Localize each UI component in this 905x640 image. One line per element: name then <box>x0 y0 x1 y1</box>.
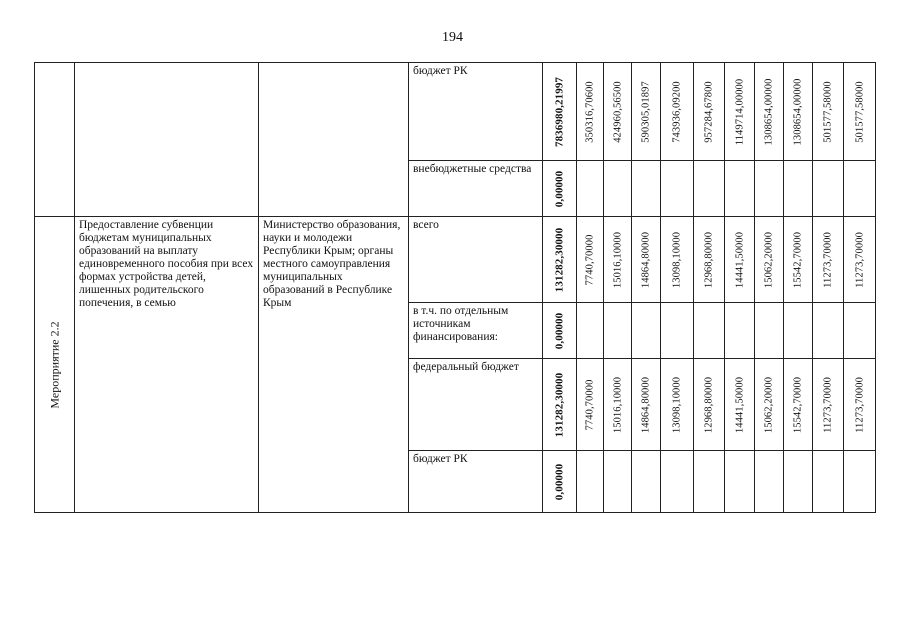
source-label: всего <box>413 219 439 231</box>
year-value-cell <box>694 303 725 359</box>
measure-description-cell <box>75 217 259 513</box>
year-value-cell <box>844 217 876 303</box>
year-value-cell <box>694 63 725 161</box>
year-value-cell <box>604 359 632 451</box>
year-value: 15062,20000 <box>763 231 775 288</box>
year-value: 15016,10000 <box>612 376 623 433</box>
measure-label: Мероприятие 2.2 <box>47 320 61 409</box>
year-value: 1308654,00000 <box>792 78 804 145</box>
year-value-cell <box>661 451 694 513</box>
year-value-cell <box>661 217 694 303</box>
year-value-cell <box>577 359 604 451</box>
year-value: 350316,70600 <box>584 80 596 143</box>
measure-executor-cell <box>259 217 409 513</box>
year-value-cell <box>813 359 844 451</box>
empty-cell <box>35 63 75 217</box>
year-value: 11273,70000 <box>822 231 834 288</box>
year-value-cell <box>577 161 604 217</box>
year-value-cell <box>604 161 632 217</box>
year-value-cell <box>632 359 661 451</box>
empty-cell <box>75 63 259 217</box>
year-value: 14864,80000 <box>640 376 652 433</box>
year-value: 13098,10000 <box>671 231 683 288</box>
year-value-cell <box>755 63 784 161</box>
year-value: 14864,80000 <box>640 231 652 288</box>
source-label-cell <box>409 63 543 161</box>
source-label: бюджет РК <box>413 65 468 77</box>
source-label-cell <box>409 217 543 303</box>
year-value-cell <box>784 303 813 359</box>
year-value-cell <box>694 161 725 217</box>
source-label: федеральный бюджет <box>413 361 519 373</box>
total-value-cell <box>543 63 577 161</box>
total-value-cell <box>543 359 577 451</box>
year-value: 14441,50000 <box>734 376 745 433</box>
year-value: 7740,70000 <box>584 234 596 285</box>
year-value: 15542,70000 <box>792 231 804 288</box>
year-value: 590305,01897 <box>640 80 652 143</box>
year-value: 11273,70000 <box>822 376 834 433</box>
source-label-cell <box>409 161 543 217</box>
year-value-cell <box>661 359 694 451</box>
total-value: 131282,30000 <box>553 227 565 292</box>
page-number: 194 <box>442 30 463 45</box>
table-row <box>35 217 876 303</box>
year-value-cell <box>725 217 755 303</box>
year-value-cell <box>813 451 844 513</box>
measure-executor: Министерство образования, науки и молодежи Республики Крым; органы местного самоуправления муниципальных образований в Республике Крым <box>263 219 401 309</box>
total-value: 0,00000 <box>553 312 565 349</box>
year-value: 12968,80000 <box>703 231 715 288</box>
year-value-cell <box>784 217 813 303</box>
year-value-cell <box>577 217 604 303</box>
year-value-cell <box>632 217 661 303</box>
year-value: 15016,10000 <box>612 231 623 288</box>
total-value: 0,00000 <box>553 463 565 500</box>
year-value: 501577,58000 <box>854 80 865 143</box>
year-value-cell <box>784 63 813 161</box>
year-value: 424960,56500 <box>612 80 623 143</box>
year-value-cell <box>755 161 784 217</box>
measure-label-cell <box>35 217 75 513</box>
total-value: 0,00000 <box>553 170 565 207</box>
year-value-cell <box>844 451 876 513</box>
year-value-cell <box>694 451 725 513</box>
year-value: 14441,50000 <box>734 231 745 288</box>
year-value-cell <box>784 451 813 513</box>
year-value-cell <box>577 63 604 161</box>
year-value-cell <box>813 217 844 303</box>
measure-description: Предоставление субвенции бюджетам муниципальных образований на выплату единовременного пособия при всех формах устройства детей, лишенных родительского попечения, в семью <box>79 219 254 309</box>
year-value-cell <box>632 63 661 161</box>
year-value: 15542,70000 <box>792 376 804 433</box>
year-value: 11273,70000 <box>854 231 865 288</box>
year-value-cell <box>632 161 661 217</box>
year-value-cell <box>661 161 694 217</box>
year-value-cell <box>694 217 725 303</box>
year-value-cell <box>632 303 661 359</box>
source-label: в т.ч. по отдельным источникам финансирования: <box>413 305 509 343</box>
total-value: 7836980,21997 <box>553 76 565 147</box>
year-value-cell <box>755 303 784 359</box>
total-value-cell <box>543 303 577 359</box>
year-value-cell <box>725 303 755 359</box>
year-value-cell <box>755 451 784 513</box>
year-value: 1149714,00000 <box>734 78 745 145</box>
budget-table <box>34 62 876 513</box>
total-value: 131282,30000 <box>553 372 565 437</box>
year-value-cell <box>577 451 604 513</box>
year-value-cell <box>784 359 813 451</box>
source-label-cell <box>409 451 543 513</box>
year-value-cell <box>577 303 604 359</box>
year-value-cell <box>813 161 844 217</box>
year-value: 1308654,00000 <box>763 78 775 145</box>
year-value-cell <box>844 359 876 451</box>
source-label: бюджет РК <box>413 453 468 465</box>
year-value: 957284,67800 <box>703 80 715 143</box>
year-value-cell <box>755 217 784 303</box>
year-value-cell <box>661 63 694 161</box>
year-value-cell <box>844 303 876 359</box>
source-label-cell <box>409 303 543 359</box>
year-value-cell <box>604 217 632 303</box>
table-row <box>35 63 876 161</box>
year-value-cell <box>632 451 661 513</box>
year-value-cell <box>725 63 755 161</box>
year-value: 11273,70000 <box>854 376 865 433</box>
year-value: 15062,20000 <box>763 376 775 433</box>
year-value-cell <box>844 161 876 217</box>
total-value-cell <box>543 451 577 513</box>
source-label-cell <box>409 359 543 451</box>
year-value-cell <box>813 303 844 359</box>
total-value-cell <box>543 161 577 217</box>
total-value-cell <box>543 217 577 303</box>
year-value-cell <box>604 63 632 161</box>
year-value: 7740,70000 <box>584 379 596 430</box>
year-value-cell <box>813 63 844 161</box>
empty-cell <box>259 63 409 217</box>
year-value-cell <box>844 63 876 161</box>
year-value-cell <box>604 303 632 359</box>
year-value-cell <box>755 359 784 451</box>
source-label: внебюджетные средства <box>413 163 532 175</box>
year-value-cell <box>725 359 755 451</box>
year-value: 743936,09200 <box>671 80 683 143</box>
year-value-cell <box>725 451 755 513</box>
year-value-cell <box>784 161 813 217</box>
year-value-cell <box>694 359 725 451</box>
year-value: 501577,58000 <box>822 80 834 143</box>
year-value-cell <box>661 303 694 359</box>
year-value-cell <box>604 451 632 513</box>
year-value-cell <box>725 161 755 217</box>
year-value: 12968,80000 <box>703 376 715 433</box>
year-value: 13098,10000 <box>671 376 683 433</box>
